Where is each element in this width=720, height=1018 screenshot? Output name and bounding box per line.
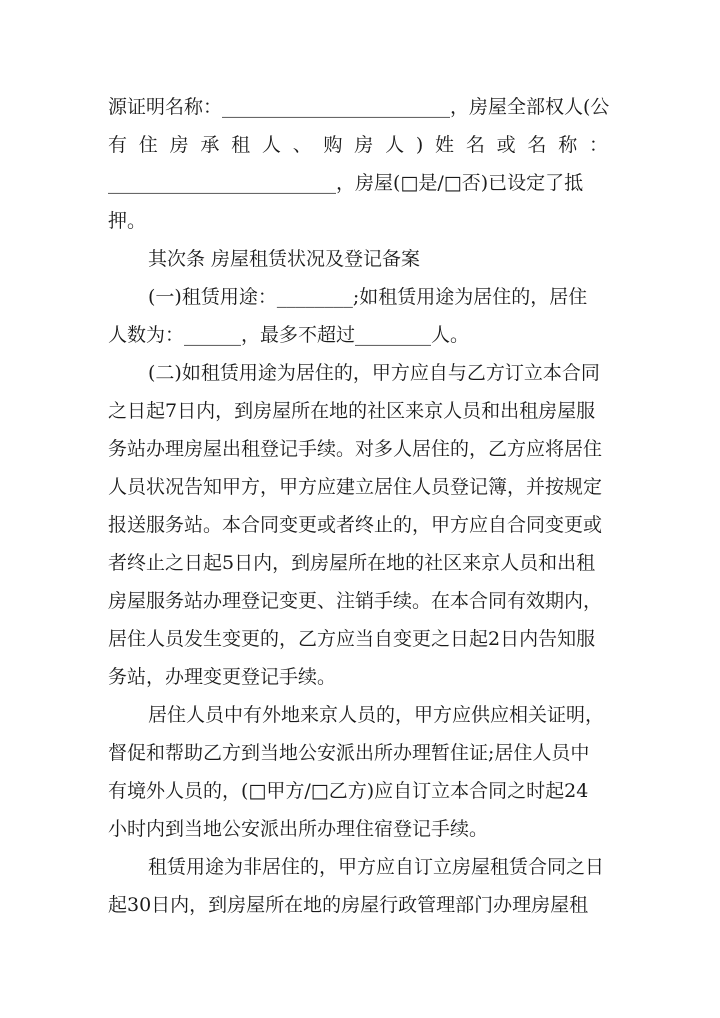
paragraph-line: 小时内到当地公安派出所办理住宿登记手续。 <box>108 818 489 840</box>
paragraph-line: (二)如租赁用途为居住的，甲方应自与乙方订立本合同 <box>148 362 600 384</box>
paragraph-line: ________________________，房屋(□是/□否)已设定了抵 <box>108 172 584 194</box>
paragraph-line: 务站办理房屋出租登记手续。对多人居住的，乙方应将居住 <box>108 438 603 460</box>
paragraph-line: (一)租赁用途：________;如租赁用途为居住的，居住 <box>148 286 588 308</box>
paragraph-line: 起30日内，到房屋所在地的房屋行政管理部门办理房屋租 <box>108 894 589 916</box>
paragraph-line: 有境外人员的，(□甲方/□乙方)应自订立本合同之时起24 <box>108 780 589 802</box>
paragraph-line: 务站，办理变更登记手续。 <box>108 666 337 688</box>
paragraph-line: 源证明名称：________________________，房屋全部权人(公 <box>108 96 610 118</box>
paragraph-line: 房屋服务站办理登记变更、注销手续。在本合同有效期内， <box>108 590 603 612</box>
paragraph-line: 有住房承租人、购房人)姓名或名称： <box>108 134 608 156</box>
paragraph-line: 人员状况告知甲方，甲方应建立居住人员登记簿，并按规定 <box>108 476 603 498</box>
paragraph-line: 报送服务站。本合同变更或者终止的，甲方应自合同变更或 <box>108 514 603 536</box>
paragraph-line: 居住人员中有外地来京人员的，甲方应供应相关证明， <box>148 704 605 726</box>
paragraph-line: 人数为：______，最多不超过________人。 <box>108 324 470 346</box>
paragraph-line: 者终止之日起5日内，到房屋所在地的社区来京人员和出租 <box>108 552 596 574</box>
paragraph-line: 押。 <box>108 210 147 232</box>
paragraph-line: 督促和帮助乙方到当地公安派出所办理暂住证;居住人员中 <box>108 742 590 764</box>
paragraph-line: 之日起7日内，到房屋所在地的社区来京人员和出租房屋服 <box>108 400 596 422</box>
paragraph-line: 居住人员发生变更的，乙方应当自变更之日起2日内告知服 <box>108 628 596 650</box>
section-heading: 其次条 房屋租赁状况及登记备案 <box>148 248 421 270</box>
paragraph-line: 租赁用途为非居住的，甲方应自订立房屋租赁合同之日 <box>148 856 605 878</box>
